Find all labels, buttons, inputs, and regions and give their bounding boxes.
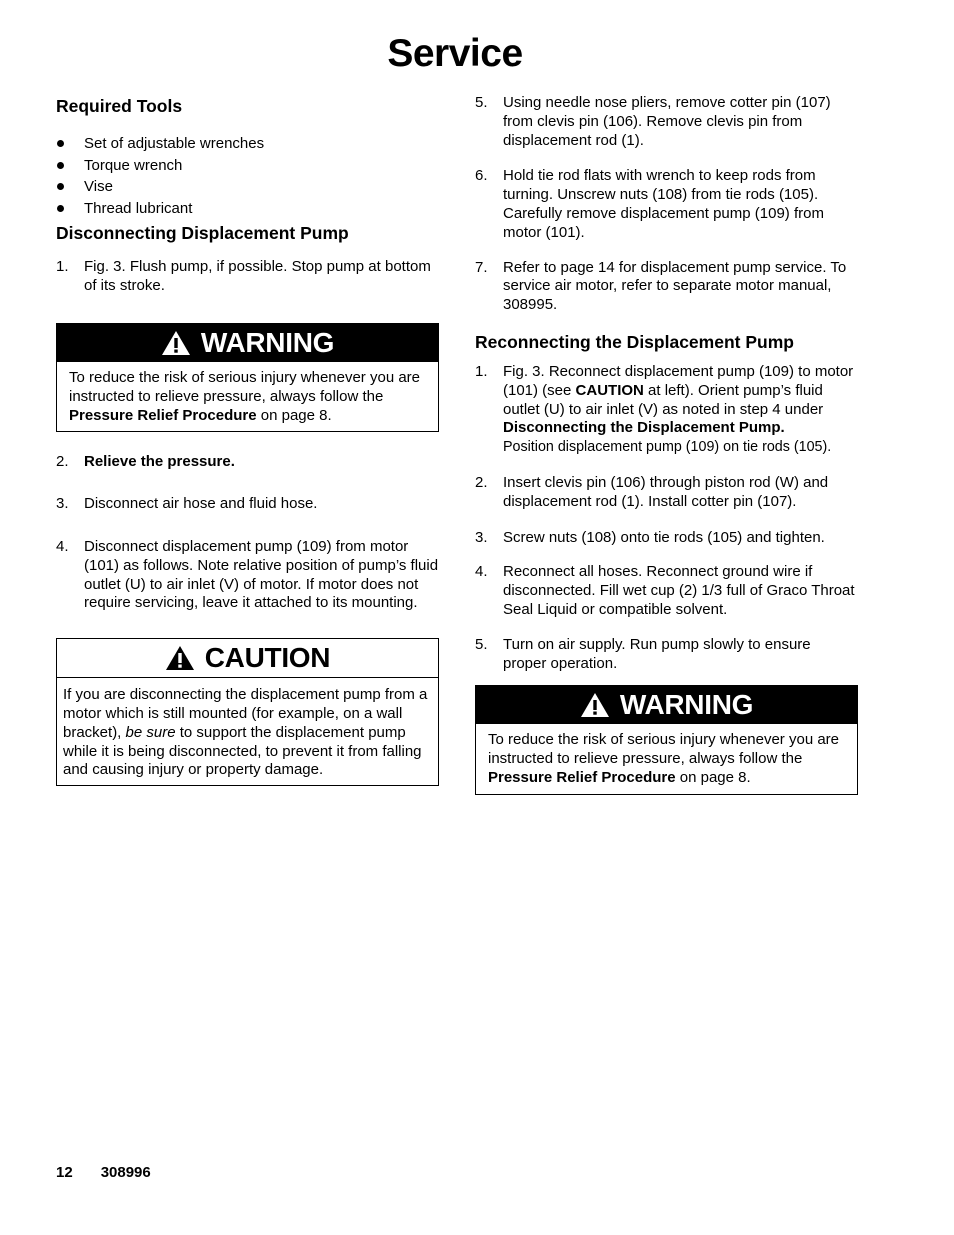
page-number: 12 [56, 1164, 73, 1181]
reconnect-step-2 [475, 474, 858, 512]
step-number: 2. [475, 473, 488, 491]
warning-header [57, 324, 438, 362]
warning-label: WARNING [619, 689, 754, 721]
list-item: Torque wrench [56, 155, 439, 177]
reconnect-step-1: 1. Fig. 3. Reconnect displacement pump (109) to motor (101) (see CAUTION at left). Orient pump’s fluid outlet (U) to air inlet (V) as noted in step 4 under Disconnecting the Displacement Pump. Position displacement pump (109) on tie rods (105). [475, 362, 854, 456]
step-number: 1. [56, 258, 69, 276]
warning-text: To reduce the risk of serious injury whenever you are instructed to relieve pressure, always follow the Pressure Relief Procedure on page 8. [69, 368, 421, 424]
right-column [475, 94, 858, 795]
step-number: 7. [475, 258, 488, 276]
caution-label: CAUTION [204, 642, 331, 674]
step-number: 2. [56, 453, 69, 471]
warning-triangle-icon [580, 692, 610, 718]
step-number: 5. [475, 635, 488, 653]
step-number: 6. [475, 167, 488, 185]
step-number: 4. [56, 537, 69, 555]
document-number: 308996 [100, 1164, 151, 1181]
warning-box [475, 685, 858, 794]
step-text: Reconnect all hoses. Reconnect ground wire if disconnected. Fill wet cup (2) 1/3 full of Graco Throat Seal Liquid or compatible solvent. [503, 563, 855, 618]
step-text: Refer to page 14 for displacement pump service. To service air motor, refer to separate motor manual, 308995. [503, 258, 847, 314]
step-text: Relieve the pressure. [84, 453, 235, 471]
reconnect-step-4 [475, 563, 858, 619]
page-title: Service [387, 32, 523, 75]
reconnecting-heading: Reconnecting the Displacement Pump [475, 331, 794, 352]
step-number: 4. [475, 563, 488, 581]
step-5 [475, 94, 858, 150]
step-number: 1. [475, 362, 488, 380]
reconnect-step-3 [475, 529, 858, 548]
step-6 [475, 167, 858, 242]
step-7 [475, 259, 858, 315]
warning-triangle-icon [161, 330, 191, 356]
required-tools-heading: Required Tools [56, 96, 183, 116]
disconnecting-heading: Disconnecting Displacement Pump [56, 223, 349, 244]
step-4 [56, 538, 439, 613]
warning-triangle-icon [165, 645, 195, 671]
step-text: Fig. 3. Flush pump, if possible. Stop pump at bottom of its stroke. [84, 258, 431, 295]
list-item: Thread lubricant [56, 198, 439, 220]
warning-label: WARNING [200, 326, 335, 358]
step-text: Using needle nose pliers, remove cotter pin (107) from clevis pin (106). Remove clevis pin from displacement rod (1). [503, 94, 831, 149]
reconnect-step-5 [475, 636, 858, 674]
warning-box [56, 323, 439, 432]
step-text: Disconnect displacement pump (109) from motor (101) as follows. Note relative position of pump’s fluid outlet (U) to air inlet (V) of motor. If motor does not require servicing, leave it attached to its mounting. [84, 537, 439, 612]
tools-list [56, 133, 439, 219]
step-number: 3. [56, 495, 69, 513]
step-number: 3. [475, 528, 488, 546]
caution-box [56, 638, 439, 786]
list-item: Vise [56, 176, 439, 198]
step-1 [56, 258, 439, 296]
step-text: Turn on air supply. Run pump slowly to ensure proper operation. [503, 635, 811, 672]
list-item: Set of adjustable wrenches [56, 133, 439, 155]
step-text: Screw nuts (108) onto tie rods (105) and tighten. [503, 528, 825, 546]
step-text: Hold tie rod flats with wrench to keep rods from turning. Unscrew nuts (108) from tie rods (105). Carefully remove displacement pump (109) from motor (101). [503, 167, 824, 241]
page-footer [56, 1164, 151, 1181]
step-text: Insert clevis pin (106) through piston rod (W) and displacement rod (1). Install cotter pin (107). [503, 473, 829, 510]
step-text: Disconnect air hose and fluid hose. [84, 495, 318, 513]
step-2 [56, 453, 439, 472]
step-3 [56, 495, 439, 514]
left-column [56, 94, 439, 786]
warning-text: To reduce the risk of serious injury whenever you are instructed to relieve pressure, always follow the Pressure Relief Procedure on page 8. [488, 731, 840, 786]
step-number: 5. [475, 94, 488, 111]
caution-header [57, 639, 438, 678]
caution-text: If you are disconnecting the displacement pump from a motor which is still mounted (for example, on a wall bracket), be sure to support the displacement pump while it is being disconnected, to prevent it from falling and causing injury or property damage. [63, 686, 428, 779]
warning-header [476, 686, 857, 724]
